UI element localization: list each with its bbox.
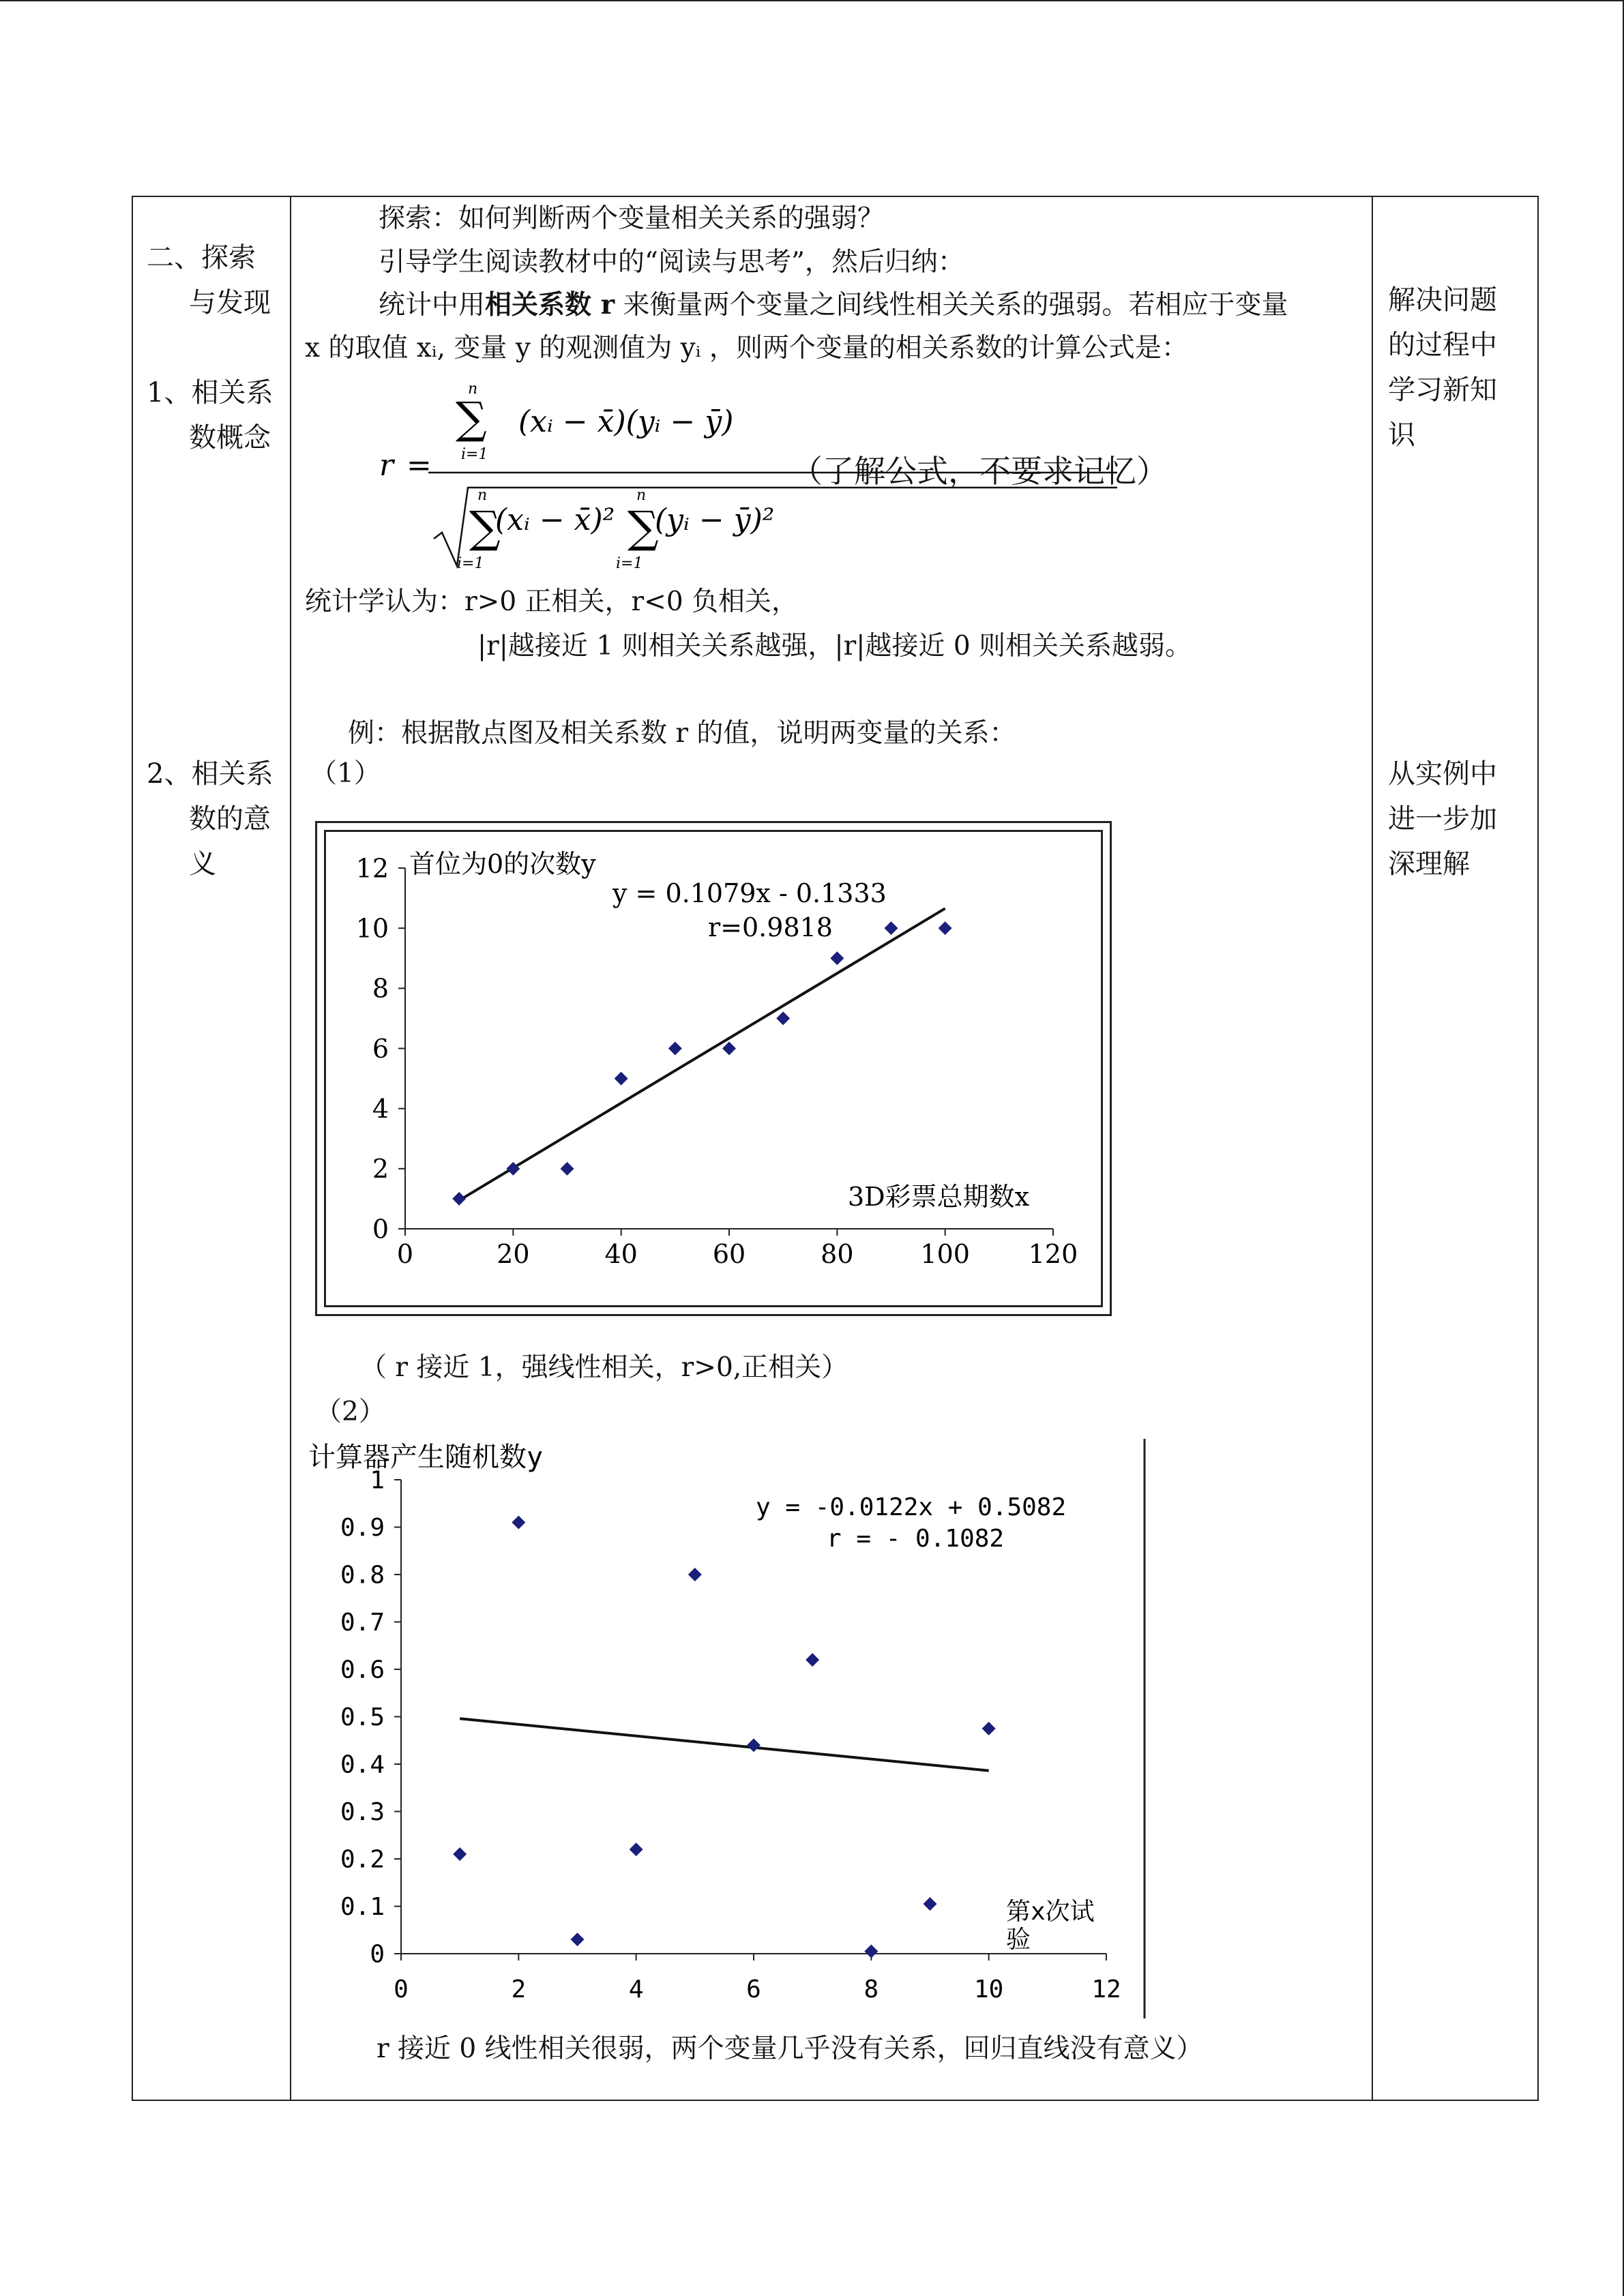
chart2-r-value: r = - 0.1082 bbox=[827, 1525, 1005, 1553]
chart1-r-value: r=0.9818 bbox=[708, 912, 833, 942]
data-point bbox=[668, 1042, 682, 1056]
data-point bbox=[864, 1945, 878, 1958]
formula-den-term1: (xᵢ − x̄)² bbox=[495, 503, 615, 537]
x-tick-label: 120 bbox=[1028, 1239, 1078, 1269]
definition-keyword: 相关系数 r bbox=[485, 289, 615, 320]
x-tick-label: 6 bbox=[746, 1976, 761, 2003]
chart1-y-axis-title: 首位为0的次数y bbox=[409, 849, 596, 879]
y-tick-label: 6 bbox=[372, 1033, 389, 1064]
formula-equals: = bbox=[407, 448, 432, 483]
y-tick-label: 0.5 bbox=[340, 1703, 385, 1732]
y-tick-label: 1 bbox=[370, 1466, 385, 1495]
data-point bbox=[452, 1192, 466, 1206]
formula-num-lower: i=1 bbox=[461, 446, 488, 463]
chart2-equation: y = -0.0122x + 0.5082 bbox=[756, 1493, 1067, 1521]
x-tick-label: 60 bbox=[712, 1239, 746, 1269]
y-tick-label: 0.6 bbox=[340, 1656, 385, 1684]
y-tick-label: 0.4 bbox=[340, 1750, 385, 1779]
y-tick-label: 10 bbox=[355, 913, 389, 944]
data-point bbox=[885, 921, 898, 935]
x-tick-label: 100 bbox=[920, 1239, 970, 1269]
data-point bbox=[747, 1738, 761, 1752]
stat-rule-2: |r|越接近 1 则相关关系越强，|r|越接近 0 则相关关系越弱。 bbox=[477, 631, 1192, 661]
example-1-label: （1） bbox=[310, 758, 381, 789]
data-point bbox=[561, 1162, 574, 1176]
data-point bbox=[982, 1722, 996, 1735]
y-tick-label: 2 bbox=[372, 1154, 389, 1184]
x-tick-label: 20 bbox=[497, 1239, 530, 1269]
y-tick-label: 4 bbox=[372, 1093, 389, 1124]
formula-num-sigma: ∑ bbox=[456, 393, 487, 444]
table-col1-divider bbox=[290, 196, 291, 2101]
formula-r: r bbox=[379, 448, 394, 483]
data-point bbox=[615, 1072, 628, 1086]
table-right-line bbox=[1537, 196, 1539, 2101]
formula-num-upper: n bbox=[468, 381, 478, 398]
right-note-1: 解决问题 的过程中 学习新知 识 bbox=[1388, 284, 1497, 451]
example-2-caption: r 接近 0 线性相关很弱，两个变量几乎没有关系，回归直线没有意义） bbox=[377, 2033, 1203, 2064]
stat-rule-1: 统计学认为：r>0 正相关，r<0 负相关， bbox=[305, 586, 799, 617]
data-point bbox=[512, 1516, 525, 1530]
y-tick-label: 0 bbox=[372, 1214, 389, 1244]
formula-den-term2: (yᵢ − ȳ)² bbox=[655, 503, 775, 537]
data-point bbox=[830, 951, 844, 965]
data-point bbox=[722, 1042, 736, 1056]
data-point bbox=[806, 1653, 819, 1667]
y-tick-label: 0.9 bbox=[340, 1514, 385, 1542]
guide-text: 引导学生阅读教材中的“阅读与思考”，然后归纳： bbox=[379, 247, 964, 278]
item1-title: 1、相关系 数概念 bbox=[147, 377, 274, 453]
x-tick-label: 10 bbox=[973, 1976, 1004, 2003]
y-tick-label: 0.8 bbox=[340, 1561, 385, 1590]
data-point bbox=[453, 1847, 467, 1861]
table-left-line bbox=[132, 196, 133, 2101]
y-tick-label: 0.2 bbox=[340, 1845, 385, 1874]
page-top-border bbox=[0, 0, 1624, 1]
explore-question: 探索：如何判断两个变量相关关系的强弱？ bbox=[379, 203, 885, 234]
table-top-line bbox=[132, 196, 1539, 197]
formula-numerator: (xᵢ − x̄)(yᵢ − ȳ) bbox=[518, 404, 734, 439]
x-tick-label: 0 bbox=[396, 1239, 414, 1269]
chart2-x-axis-title-1: 第x次试 bbox=[1006, 1898, 1095, 1926]
x-tick-label: 80 bbox=[821, 1239, 854, 1269]
example-prompt: 例：根据散点图及相关系数 r 的值，说明两变量的关系： bbox=[348, 718, 1016, 749]
right-note-2: 从实例中 进一步加 深理解 bbox=[1388, 758, 1497, 880]
chart1-x-axis-title: 3D彩票总期数x bbox=[848, 1182, 1030, 1212]
y-tick-label: 0 bbox=[370, 1940, 385, 1969]
formula-note: （了解公式，不要求记忆） bbox=[791, 453, 1168, 490]
y-tick-label: 0.3 bbox=[340, 1798, 385, 1827]
x-tick-label: 8 bbox=[863, 1976, 879, 2003]
chart1-equation: y = 0.1079x - 0.1333 bbox=[612, 878, 887, 908]
chart1 bbox=[326, 832, 1101, 1305]
formula-den-lower2: i=1 bbox=[616, 555, 643, 572]
definition-line-1: 统计中用相关系数 r 来衡量两个变量之间线性相关关系的强弱。若相应于变量 bbox=[379, 289, 1288, 320]
chart2-x-axis-title-2: 验 bbox=[1006, 1926, 1031, 1954]
formula-den-lower1: i=1 bbox=[457, 555, 484, 572]
data-point bbox=[571, 1933, 585, 1946]
x-tick-label: 12 bbox=[1091, 1976, 1121, 2003]
formula-den-sigma1: ∑ bbox=[469, 503, 501, 553]
trendline bbox=[460, 1718, 989, 1770]
data-point bbox=[924, 1897, 937, 1911]
formula-den-upper1: n bbox=[477, 487, 488, 504]
data-point bbox=[939, 921, 952, 935]
chart2-y-axis-title: 计算器产生随机数y bbox=[308, 1442, 544, 1473]
x-tick-label: 4 bbox=[628, 1976, 644, 2003]
x-tick-label: 0 bbox=[394, 1976, 409, 2003]
x-tick-label: 40 bbox=[604, 1239, 638, 1269]
data-point bbox=[630, 1843, 643, 1856]
definition-line-2: x 的取值 xᵢ, 变量 y 的观测值为 yᵢ ，则两个变量的相关系数的计算公式是： bbox=[305, 333, 1188, 363]
chart2 bbox=[300, 1432, 1160, 2032]
formula-den-upper2: n bbox=[636, 487, 647, 504]
y-tick-label: 0.7 bbox=[340, 1609, 385, 1637]
y-tick-label: 8 bbox=[372, 973, 389, 1004]
trendline bbox=[459, 908, 945, 1200]
formula-den-sigma2: ∑ bbox=[628, 503, 659, 553]
y-tick-label: 0.1 bbox=[340, 1893, 385, 1922]
data-point bbox=[688, 1568, 702, 1581]
y-tick-label: 12 bbox=[355, 853, 389, 884]
data-point bbox=[776, 1011, 790, 1025]
example-1-caption: （ r 接近 1，强线性相关，r>0,正相关） bbox=[360, 1352, 848, 1383]
example-2-label: （2） bbox=[315, 1397, 385, 1427]
section-title: 二、探索 与发现 bbox=[147, 242, 271, 318]
table-bottom-line bbox=[132, 2100, 1539, 2101]
x-tick-label: 2 bbox=[511, 1976, 527, 2003]
item2-title: 2、相关系 数的意 义 bbox=[147, 758, 274, 880]
table-col2-divider bbox=[1372, 196, 1373, 2101]
